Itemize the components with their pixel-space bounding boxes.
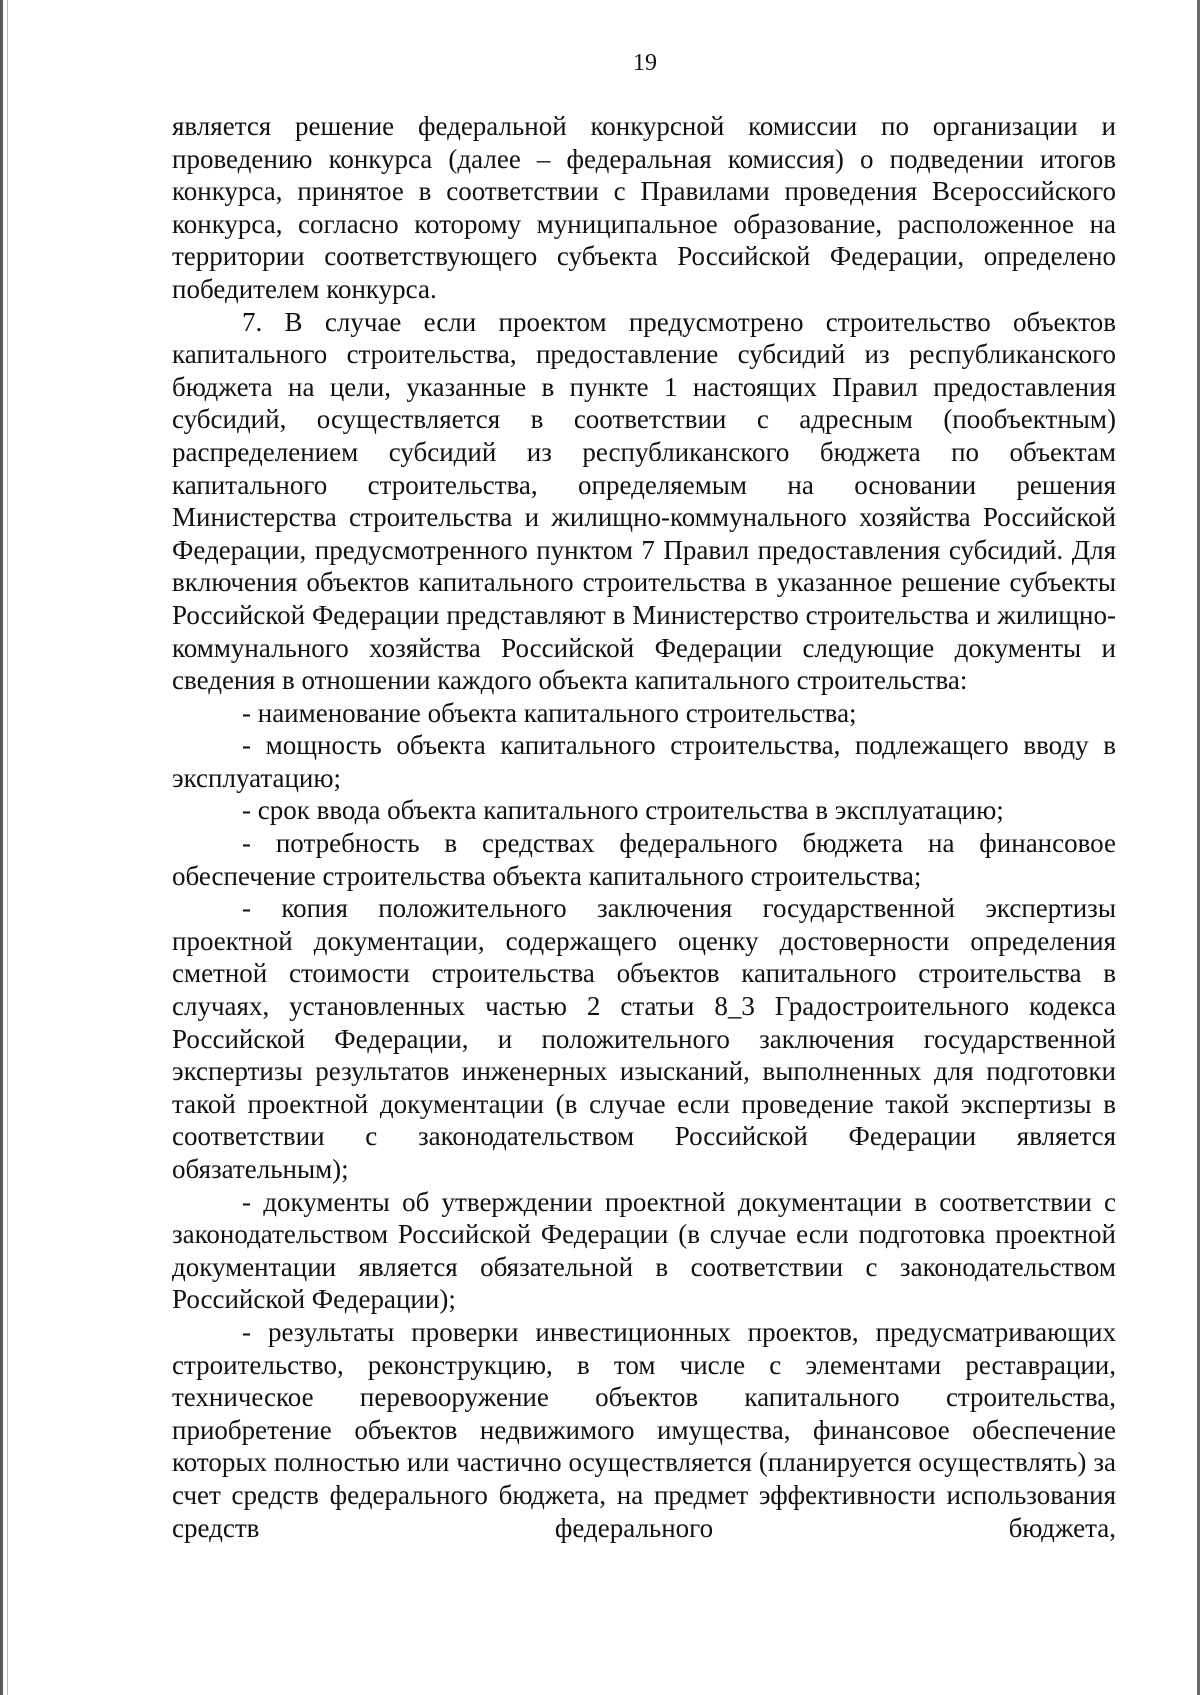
scan-edge-left-inner: [7, 0, 8, 1695]
page-number: 19: [633, 50, 657, 76]
list-item-federal-budget-need: - потребность в средствах федерального бюджета на финансовое обеспечение строительства объекта капитального строительства;: [172, 828, 1116, 891]
document-body: [172, 110, 1116, 1544]
list-item-investment-check: - результаты проверки инвестиционных проектов, предусматривающих строительство, реконструкцию, в том числе с элементами реставрации, техническое перевооружение объектов капитального строительства, приобретение объектов недвижимого имущества, финансовое обеспечение которых полностью или частично осуществляется (планируется осуществлять) за счет средств федерального бюджета, на предмет эффективности использования средств федерального бюджета,: [172, 1316, 1116, 1543]
paragraph-item-7: 7. В случае если проектом предусмотрено строительство объектов капитального строительства, предоставление субсидий из республиканского бюджета на цели, указанные в пункте 1 настоящих Правил предоставления субсидий, осуществляется в соответствии с адресным (пообъектным) распределением субсидий из республиканского бюджета по объектам капитального строительства, определяемым на основании решения Министерства строительства и жилищно-коммунального хозяйства Российской Федерации, предусмотренного пунктом 7 Правил предоставления субсидий. Для включения объектов капитального строительства в указанное решение субъекты Российской Федерации представляют в Министерство строительства и жилищно-коммунального хозяйства Российской Федерации следующие документы и сведения в отношении каждого объекта капитального строительства:: [172, 306, 1116, 696]
scan-edge-left: [0, 0, 3, 1695]
list-item-expertise-copy: - копия положительного заключения государственной экспертизы проектной документации, содержащего оценку достоверности определения сметной стоимости строительства объектов капитального строительства в случаях, установленных частью 2 статьи 8_3 Градостроительного кодекса Российской Федерации, и положительного заключения государственной экспертизы результатов инженерных изысканий, выполненных для подготовки такой проектной документации (в случае если проведение такой экспертизы в соответствии с законодательством Российской Федерации является обязательным);: [172, 893, 1116, 1184]
list-item-approval-documents: - документы об утверждении проектной документации в соответствии с законодательством Российской Федерации (в случае если подготовка проектной документации является обязательной в соответствии с законодательством Российской Федерации);: [172, 1186, 1116, 1315]
list-item-object-name: - наименование объекта капитального строительства;: [242, 697, 857, 728]
list-item-capacity: - мощность объекта капитального строительства, подлежащего вводу в эксплуатацию;: [172, 730, 1116, 793]
list-item-commissioning-date: - срок ввода объекта капитального строительства в эксплуатацию;: [242, 795, 1004, 826]
paragraph-continuation: является решение федеральной конкурсной комиссии по организации и проведению конкурса (далее – федеральная комиссия) о подведении итогов конкурса, принятое в соответствии с Правилами проведения Всероссийского конкурса, согласно которому муниципальное образование, расположенное на территории соответствующего субъекта Российской Федерации, определено победителем конкурса.: [172, 111, 1116, 304]
